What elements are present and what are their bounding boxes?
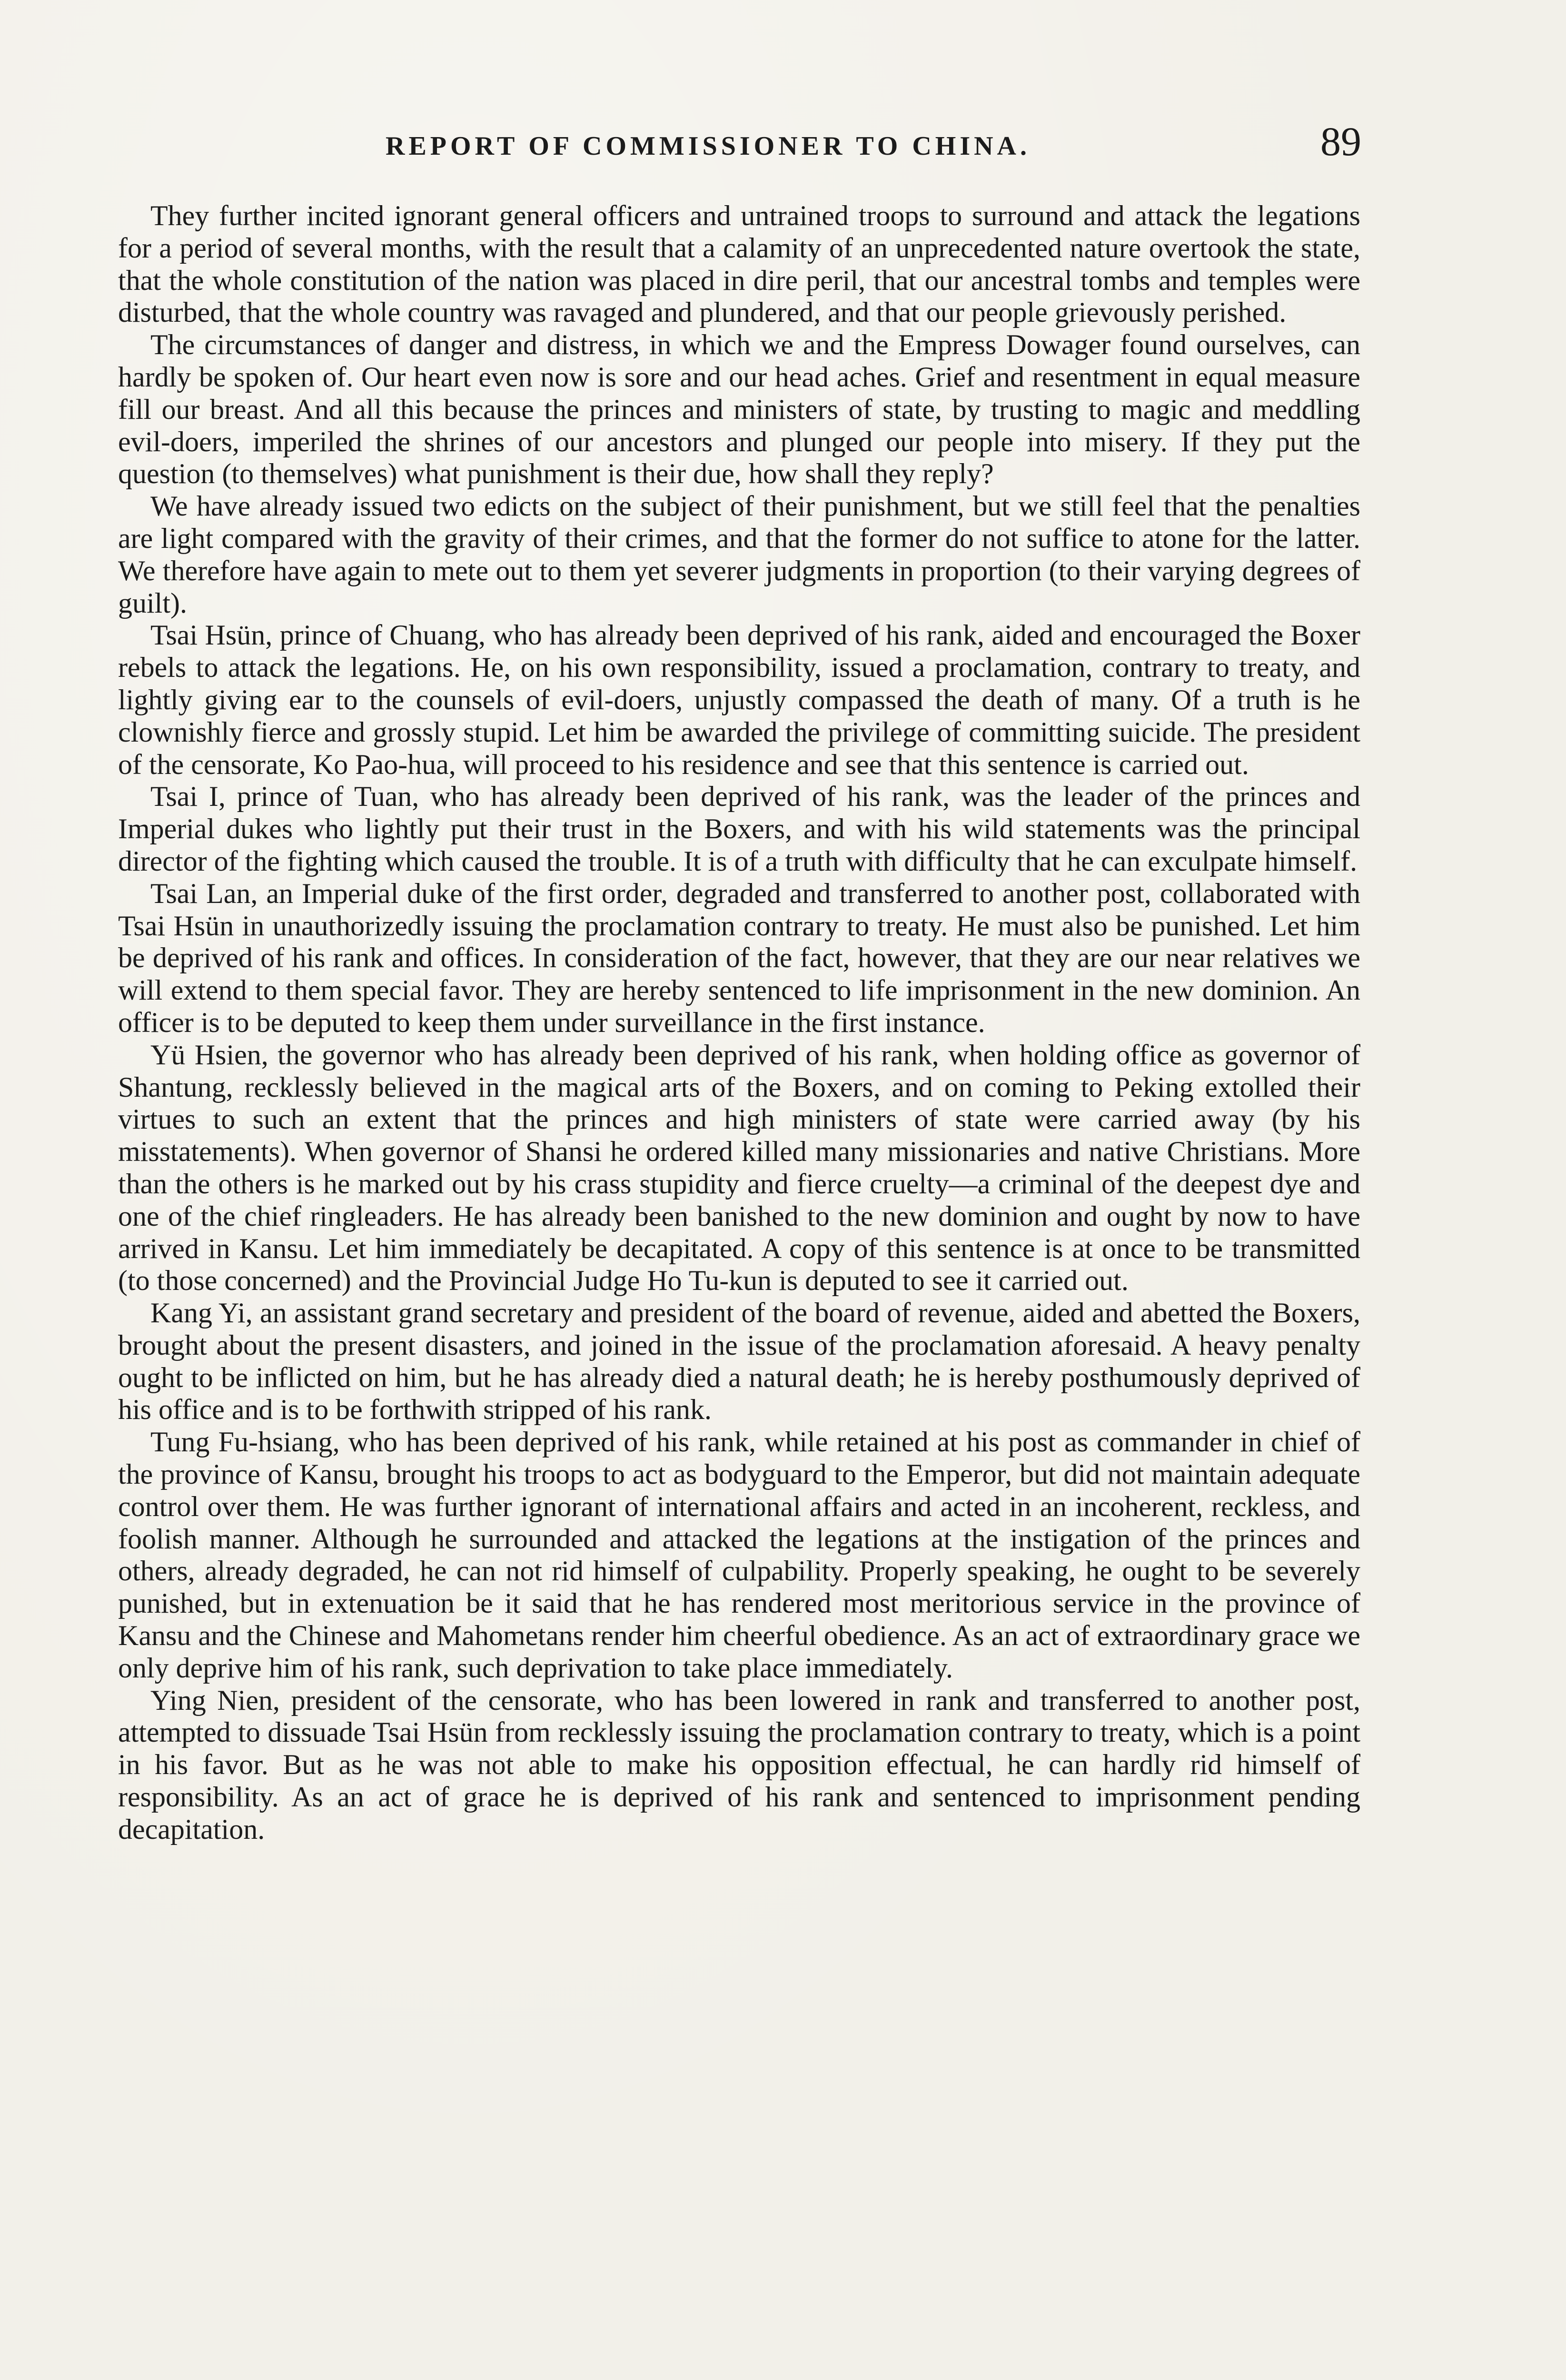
running-title: REPORT OF COMMISSIONER TO CHINA. <box>386 131 1031 161</box>
paragraph-5: Tsai I, prince of Tuan, who has already been deprived of his rank, was the leader of the princes and Imperial dukes who lightly put their trust in the Boxers, and with his wild statements was the principal director of the fighting which caused the trouble. It is of a truth with difficulty that he can exculpate himself. <box>118 781 1360 877</box>
paragraph-9: Tung Fu-hsiang, who has been deprived of his rank, while retained at his post as commander in chief of the province of Kansu, brought his troops to act as bodyguard to the Emperor, but did not maintain adequate control over them. He was further ignorant of international affairs and acted in an incoherent, reckless, and foolish manner. Although he surrounded and attacked the legations at the instigation of the princes and others, already degraded, he can not rid himself of culpability. Properly speaking, he ought to be severely punished, but in extenuation be it said that he has rendered most meritorious service in the province of Kansu and the Chinese and Mahometans render him cheerful obedience. As an act of extraordinary grace we only deprive him of his rank, such deprivation to take place immediately. <box>118 1426 1360 1684</box>
paragraph-10: Ying Nien, president of the censorate, who has been lowered in rank and transferred to another post, attempted to dissuade Tsai Hsün from recklessly issuing the proclamation contrary to treaty, which is a point in his favor. But as he was not able to make his opposition effectual, he can hardly rid himself of responsibility. As an act of grace he is deprived of his rank and sentenced to imprisonment pending decapitation. <box>118 1684 1360 1845</box>
running-header <box>119 121 1361 174</box>
paragraph-1: They further incited ignorant general officers and untrained troops to surround and attack the legations for a period of several months, with the result that a calamity of an unprecedented nature overtook the state, that the whole constitution of the nation was placed in dire peril, that our ancestral tombs and temples were disturbed, that the whole country was ravaged and plundered, and that our people grievously perished. <box>118 200 1360 328</box>
paragraph-6: Tsai Lan, an Imperial duke of the first order, degraded and transferred to another post, collaborated with Tsai Hsün in unauthorizedly issuing the proclamation contrary to treaty. He must also be punished. Let him be deprived of his rank and offices. In consideration of the fact, however, that they are our near relatives we will extend to them special favor. They are hereby sentenced to life imprisonment in the new dominion. An officer is to be deputed to keep them under surveillance in the first instance. <box>118 877 1360 1038</box>
paragraph-4: Tsai Hsün, prince of Chuang, who has already been deprived of his rank, aided and encouraged the Boxer rebels to attack the legations. He, on his own responsibility, issued a proclamation, contrary to treaty, and lightly giving ear to the counsels of evil-doers, unjustly compassed the death of many. Of a truth is he clownishly fierce and grossly stupid. Let him be awarded the privilege of committing suicide. The president of the censorate, Ko Pao-hua, will proceed to his residence and see that this sentence is carried out. <box>118 619 1360 780</box>
body-text <box>118 200 1360 1846</box>
page-number: 89 <box>1320 119 1361 164</box>
paragraph-8: Kang Yi, an assistant grand secretary and president of the board of revenue, aided and abetted the Boxers, brought about the present disasters, and joined in the issue of the proclamation aforesaid. A heavy penalty ought to be inflicted on him, but he has already died a natural death; he is hereby posthumously deprived of his office and is to be forthwith stripped of his rank. <box>118 1297 1360 1426</box>
paragraph-3: We have already issued two edicts on the subject of their punishment, but we still feel that the penalties are light compared with the gravity of their crimes, and that the former do not suffice to atone for the latter. We therefore have again to mete out to them yet severer judgments in proportion (to their varying degrees of guilt). <box>118 490 1360 619</box>
paragraph-2: The circumstances of danger and distress, in which we and the Empress Dowager found ourselves, can hardly be spoken of. Our heart even now is sore and our head aches. Grief and resentment in equal measure fill our breast. And all this because the princes and ministers of state, by trusting to magic and meddling evil-doers, imperiled the shrines of our ancestors and plunged our people into misery. If they put the question (to themselves) what punishment is their due, how shall they reply? <box>118 329 1360 490</box>
paragraph-7: Yü Hsien, the governor who has already been deprived of his rank, when holding office as governor of Shantung, recklessly believed in the magical arts of the Boxers, and on coming to Peking extolled their virtues to such an extent that the princes and high ministers of state were carried away (by his misstatements). When governor of Shansi he ordered killed many missionaries and native Christians. More than the others is he marked out by his crass stupidity and fierce cruelty—a criminal of the deepest dye and one of the chief ringleaders. He has already been banished to the new dominion and ought by now to have arrived in Kansu. Let him immediately be decapitated. A copy of this sentence is at once to be transmitted (to those concerned) and the Provincial Judge Ho Tu-kun is deputed to see it carried out. <box>118 1039 1360 1297</box>
